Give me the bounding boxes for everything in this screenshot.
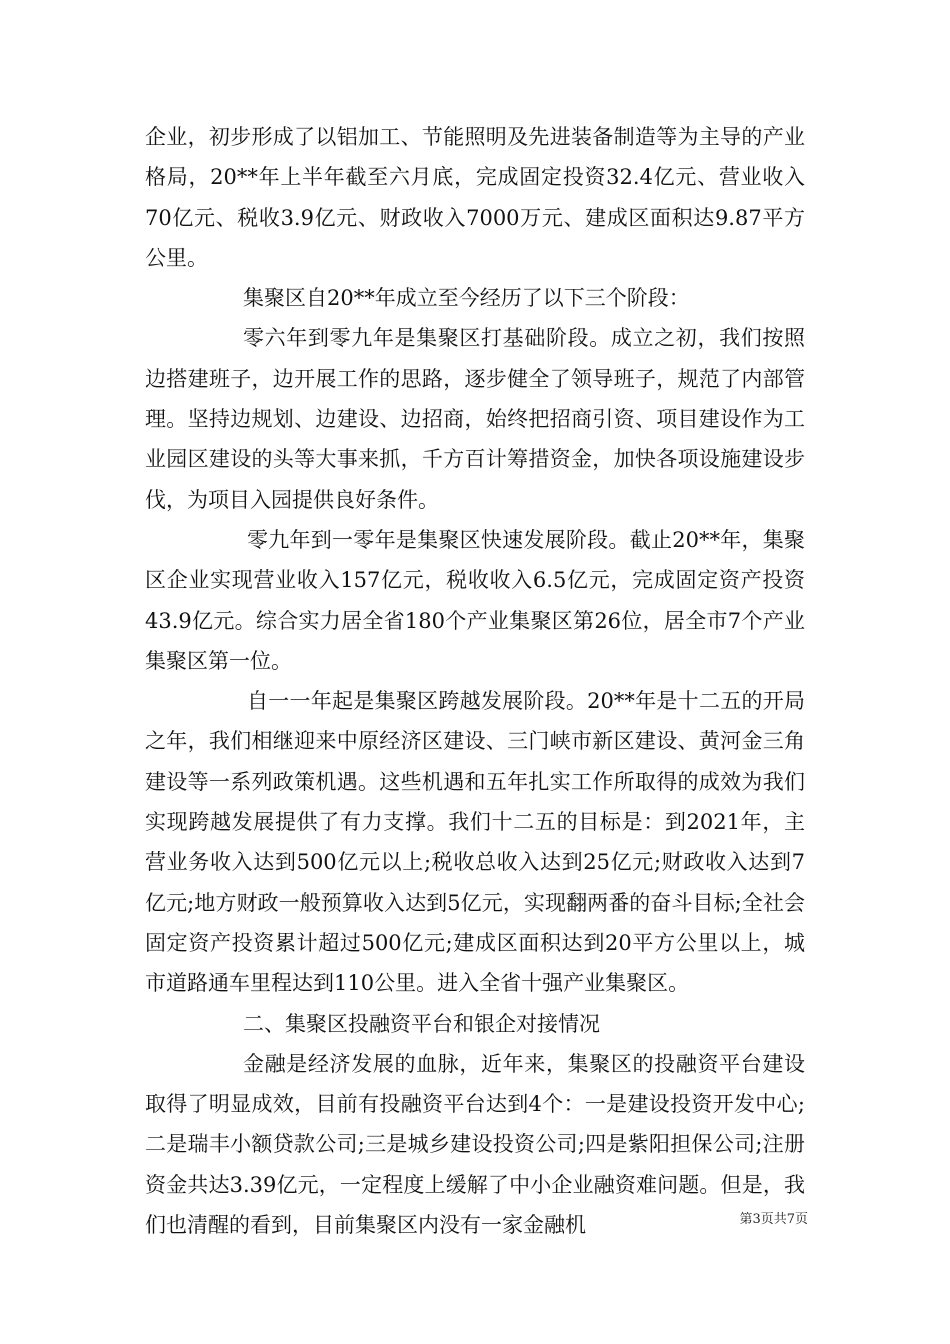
paragraph-continuation: 企业，初步形成了以铝加工、节能照明及先进装备制造等为主导的产业格局，20**年上半年截至六月底，完成固定投资32.4亿元、营业收入70亿元、税收3.9亿元、财政收入7000万元、建成区面积达9.87平方公里。 xyxy=(145,125,805,270)
paragraph-stage-one: 零六年到零九年是集聚区打基础阶段。成立之初，我们按照边搭建班子，边开展工作的思路，逐步健全了领导班子，规范了内部管理。坚持边规划、边建设、边招商，始终把招商引资、项目建设作为工业园区建设的头等大事来抓，千方百计筹措资金，加快各项设施建设步伐，为项目入园提供良好条件。 xyxy=(145,326,805,512)
section-heading: 二、集聚区投融资平台和银企对接情况 xyxy=(243,1011,600,1036)
paragraph-stages-intro: 集聚区自20**年成立至今经历了以下三个阶段： xyxy=(243,286,690,311)
paragraph-stage-three: 自一一年起是集聚区跨越发展阶段。20**年是十二五的开局之年，我们相继迎来中原经济区建设、三门峡市新区建设、黄河金三角建设等一系列政策机遇。这些机遇和五年扎实工作所取得的成效为我们实现跨越发展提供了有力支撑。我们十二五的目标是：到2021年，主营业务收入达到500亿元以上;税收总收入达到25亿元;财政收入达到7亿元;地方财政一般预算收入达到5亿元，实现翻两番的奋斗目标;全社会固定资产投资累计超过500亿元;建成区面积达到20平方公里以上，城市道路通车里程达到110公里。进入全省十强产业集聚区。 xyxy=(145,689,805,996)
document-body xyxy=(145,117,805,1245)
page-number: 第3页共7页 xyxy=(739,1212,808,1227)
paragraph-stage-two: 零九年到一零年是集聚区快速发展阶段。截止20**年，集聚区企业实现营业收入157亿元，税收收入6.5亿元，完成固定资产投资43.9亿元。综合实力居全省180个产业集聚区第26位，居全市7个产业集聚区第一位。 xyxy=(145,527,805,673)
paragraph-finance: 金融是经济发展的血脉，近年来，集聚区的投融资平台建设取得了明显成效，目前有投融资平台达到4个：一是建设投资开发中心;二是瑞丰小额贷款公司;三是城乡建设投资公司;四是紫阳担保公司;注册资金共达3.39亿元，一定程度上缓解了中小企业融资难问题。但是，我们也清醒的看到，目前集聚区内没有一家金融机 xyxy=(145,1051,805,1238)
